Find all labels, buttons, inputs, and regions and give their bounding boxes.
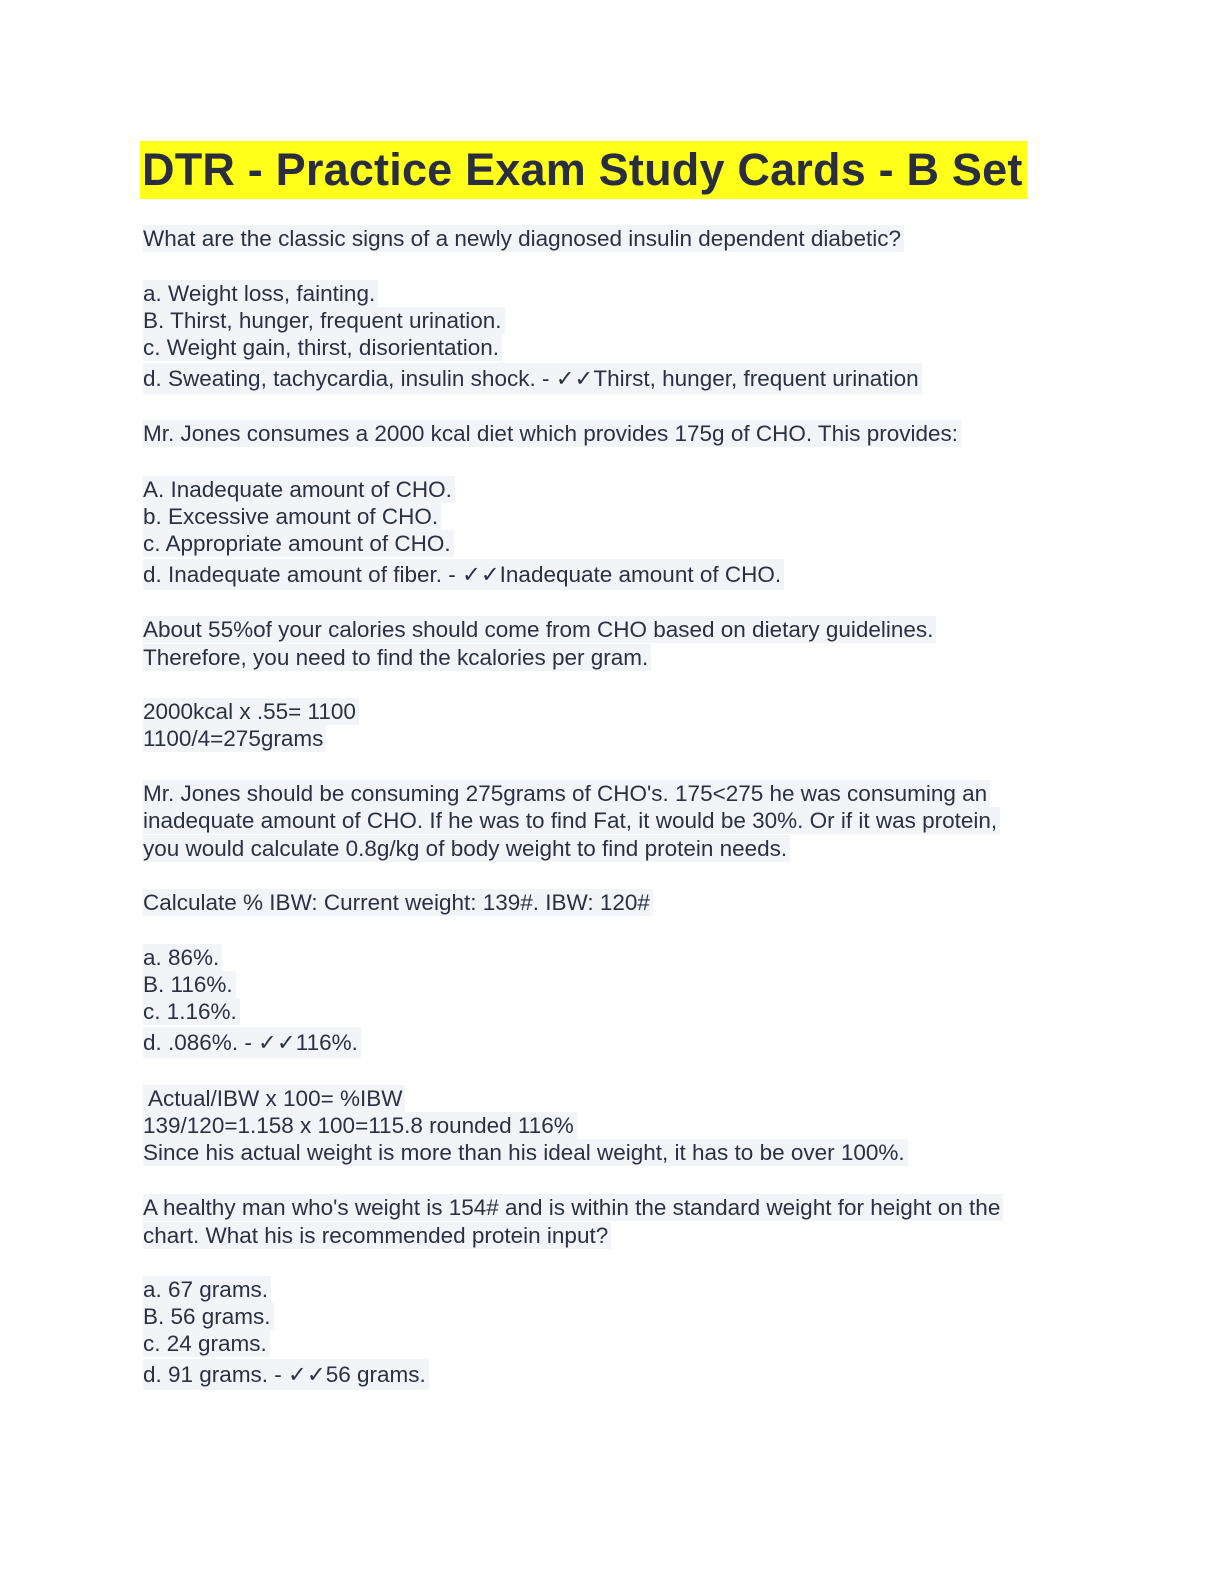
question-4-text-line-2: chart. What his is recommended protein input? (143, 1222, 611, 1249)
title-highlight (140, 141, 1027, 199)
page-title: DTR - Practice Exam Study Cards - B Set (142, 144, 1023, 195)
question-3-option-d-answer: d. .086%. - ✓✓116%. (143, 1029, 361, 1056)
question-4-option-b: B. 56 grams. (143, 1303, 274, 1330)
question-3-option-c: c. 1.16%. (143, 998, 240, 1025)
explanation-2-line-5: you would calculate 0.8g/kg of body weight to find protein needs. (143, 835, 790, 862)
question-1-option-b: B. Thirst, hunger, frequent urination. (143, 307, 505, 334)
explanation-2-line-3: Mr. Jones should be consuming 275grams of CHO's. 175<275 he was consuming an (143, 780, 990, 807)
question-4-text-line-1: A healthy man who's weight is 154# and is within the standard weight for height on the (143, 1194, 1003, 1221)
calculation-line-1: 2000kcal x .55= 1100 (143, 698, 359, 725)
question-4-option-a: a. 67 grams. (143, 1276, 271, 1303)
question-2-option-a: A. Inadequate amount of CHO. (143, 476, 455, 503)
question-1-option-d-answer: d. Sweating, tachycardia, insulin shock. - ✓✓Thirst, hunger, frequent urination (143, 365, 922, 392)
explanation-3-line-3: Since his actual weight is more than his ideal weight, it has to be over 100%. (143, 1139, 908, 1166)
question-3-option-b: B. 116%. (143, 971, 236, 998)
question-2-option-d-answer: d. Inadequate amount of fiber. - ✓✓Inadequate amount of CHO. (143, 561, 784, 588)
explanation-2-line-2: Therefore, you need to find the kcalories per gram. (143, 644, 651, 671)
explanation-2-line-4: inadequate amount of CHO. If he was to find Fat, it would be 30%. Or if it was protein, (143, 807, 1000, 834)
question-1-option-c: c. Weight gain, thirst, disorientation. (143, 334, 502, 361)
question-3-option-a: a. 86%. (143, 944, 222, 971)
question-4-option-d-answer: d. 91 grams. - ✓✓56 grams. (143, 1361, 429, 1388)
question-3-text: Calculate % IBW: Current weight: 139#. IBW: 120# (143, 889, 653, 916)
question-2-text: Mr. Jones consumes a 2000 kcal diet which provides 175g of CHO. This provides: (143, 420, 961, 447)
question-1-option-a: a. Weight loss, fainting. (143, 280, 378, 307)
explanation-2-line-1: About 55%of your calories should come from CHO based on dietary guidelines. (143, 616, 936, 643)
explanation-3-line-1: Actual/IBW x 100= %IBW (143, 1085, 405, 1112)
question-2-option-c: c. Appropriate amount of CHO. (143, 530, 454, 557)
question-2-option-b: b. Excessive amount of CHO. (143, 503, 441, 530)
question-1-text: What are the classic signs of a newly diagnosed insulin dependent diabetic? (143, 225, 904, 252)
explanation-3-line-2: 139/120=1.158 x 100=115.8 rounded 116% (143, 1112, 577, 1139)
calculation-line-2: 1100/4=275grams (143, 725, 326, 752)
question-4-option-c: c. 24 grams. (143, 1330, 270, 1357)
